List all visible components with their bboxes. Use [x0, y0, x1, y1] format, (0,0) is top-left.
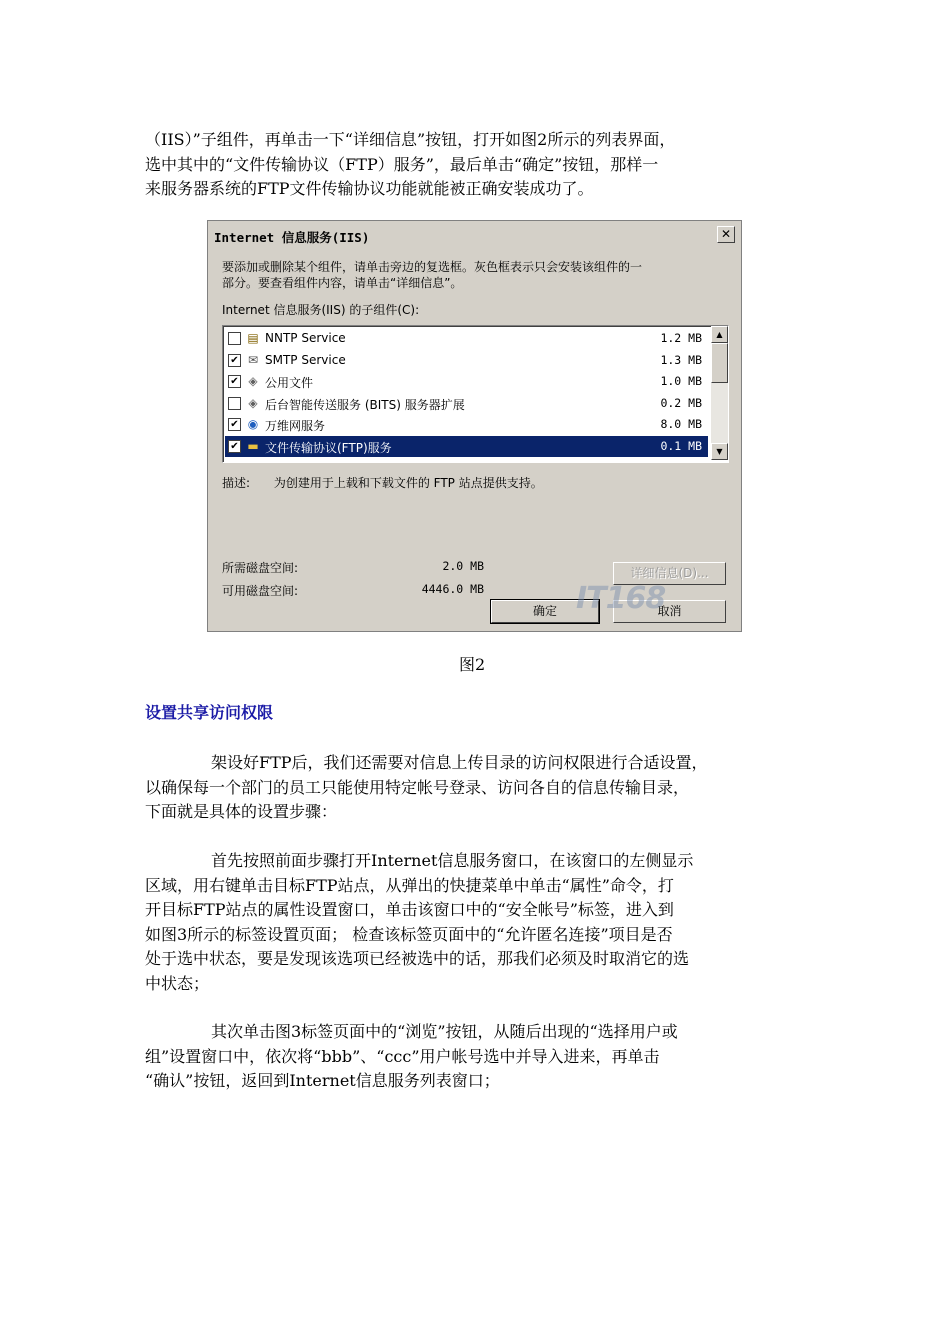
component-size: 8.0 MB	[660, 417, 702, 431]
subcomponents-label: Internet 信息服务(IIS) 的子组件(C):	[222, 303, 420, 317]
close-icon[interactable]: ✕	[717, 226, 735, 243]
ok-button[interactable]: 确定	[491, 600, 599, 623]
checkbox-icon[interactable]	[228, 397, 241, 410]
component-size: 0.1 MB	[660, 438, 702, 453]
dialog-instructions	[222, 259, 732, 291]
paragraph-line: 组”设置窗口中，依次将“bbb”、“ccc”用户帐号选中并导入进来，再单击	[145, 1046, 660, 1066]
description-label: 描述:	[222, 476, 251, 490]
folder-icon: ▬	[247, 438, 259, 453]
required-space-row	[222, 559, 484, 576]
intro-line: 来服务器系统的FTP文件传输协议功能就能被正确安装成功了。	[145, 179, 594, 198]
scroll-thumb[interactable]	[711, 343, 728, 383]
instruction-line: 要添加或删除某个组件，请单击旁边的复选框。灰色框表示只会安装该组件的一	[222, 260, 643, 274]
subcomponents-list[interactable]	[222, 325, 729, 463]
iis-components-dialog	[207, 220, 742, 632]
component-size: 1.0 MB	[660, 374, 702, 388]
news-icon: ▤	[247, 331, 259, 345]
intro-paragraph	[145, 128, 805, 202]
scroll-up-icon[interactable]: ▲	[711, 326, 728, 343]
instruction-line: 部分。要查看组件内容，请单击“详细信息”。	[222, 276, 463, 290]
it168-watermark: IT168	[576, 581, 666, 616]
paragraph-line: “确认”按钮，返回到Internet信息服务列表窗口；	[145, 1071, 500, 1090]
component-row[interactable]	[225, 436, 708, 457]
paragraph-2	[145, 849, 805, 996]
checked-checkbox-icon[interactable]: ✔	[228, 354, 241, 367]
component-size: 1.2 MB	[660, 331, 702, 345]
component-name: 公用文件	[265, 376, 314, 390]
component-row[interactable]	[225, 393, 708, 414]
component-name: SMTP Service	[265, 352, 346, 367]
component-row[interactable]	[225, 328, 708, 349]
description-text: 为创建用于上载和下载文件的 FTP 站点提供支持。	[273, 476, 543, 490]
paragraph-line: 如图3所示的标签设置页面； 检查该标签页面中的“允许匿名连接”项目是否	[145, 924, 673, 944]
details-button[interactable]: 详细信息(D)...	[613, 562, 726, 585]
intro-line: 选中其中的“文件传输协议（FTP）服务”，最后单击“确定”按钮，那样一	[145, 154, 659, 174]
paragraph-line: 开目标FTP站点的属性设置窗口，单击该窗口中的“安全帐号”标签，进入到	[145, 900, 674, 919]
available-space-label: 可用磁盘空间:	[222, 584, 299, 598]
checkbox-icon[interactable]	[228, 332, 241, 345]
component-name: 文件传输协议(FTP)服务	[265, 440, 392, 455]
checked-checkbox-icon[interactable]: ✔	[228, 418, 241, 431]
paragraph-1	[145, 751, 805, 825]
paragraph-line: 架设好FTP后，我们还需要对信息上传目录的访问权限进行合适设置，	[211, 753, 708, 772]
scroll-down-icon[interactable]: ▼	[711, 443, 728, 460]
paragraph-line: 下面就是具体的设置步骤：	[145, 802, 338, 821]
dialog-title: Internet 信息服务(IIS)	[214, 230, 370, 245]
component-size: 0.2 MB	[660, 395, 702, 410]
paragraph-3	[145, 1020, 805, 1094]
component-size: 1.3 MB	[660, 352, 702, 367]
available-space-value: 4446.0 MB	[421, 582, 484, 596]
cancel-button[interactable]: 取消	[613, 600, 726, 623]
paragraph-line: 其次单击图3标签页面中的“浏览”按钮，从随后出现的“选择用户或	[211, 1022, 678, 1041]
component-name: NNTP Service	[265, 331, 346, 345]
intro-line: （IIS）”子组件，再单击一下“详细信息”按钮，打开如图2所示的列表界面，	[145, 130, 676, 149]
required-space-label: 所需磁盘空间:	[222, 561, 299, 575]
globe-icon: ◉	[247, 417, 259, 431]
checked-checkbox-icon[interactable]: ✔	[228, 375, 241, 388]
paragraph-line: 中状态；	[145, 973, 210, 993]
available-space-row	[222, 582, 484, 599]
component-name: 万维网服务	[265, 419, 326, 433]
paragraph-line: 处于选中状态，要是发现该选项已经被选中的话，那我们必须及时取消它的选	[145, 949, 690, 968]
paragraph-line: 首先按照前面步骤打开Internet信息服务窗口，在该窗口的左侧显示	[211, 851, 694, 870]
paragraph-line: 区域，用右键单击目标FTP站点，从弹出的快捷菜单中单击“属性”命令，打	[145, 875, 674, 895]
section-heading: 设置共享访问权限	[145, 703, 274, 722]
component-description	[222, 474, 543, 491]
mail-icon: ✉	[247, 352, 259, 367]
component-row[interactable]	[225, 371, 708, 392]
checked-checkbox-icon[interactable]: ✔	[228, 440, 241, 453]
diamond-icon: ◈	[248, 374, 258, 388]
required-space-value: 2.0 MB	[442, 559, 484, 573]
component-row[interactable]	[225, 414, 708, 435]
component-name: 后台智能传送服务 (BITS) 服务器扩展	[265, 397, 465, 412]
list-scrollbar[interactable]	[711, 326, 728, 460]
dialog-titlebar	[210, 224, 739, 246]
paragraph-line: 以确保每一个部门的员工只能使用特定帐号登录、访问各自的信息传输目录，	[145, 777, 690, 797]
component-row[interactable]	[225, 350, 708, 371]
figure-caption: 图2	[459, 655, 486, 674]
diamond-icon: ◈	[248, 395, 258, 410]
